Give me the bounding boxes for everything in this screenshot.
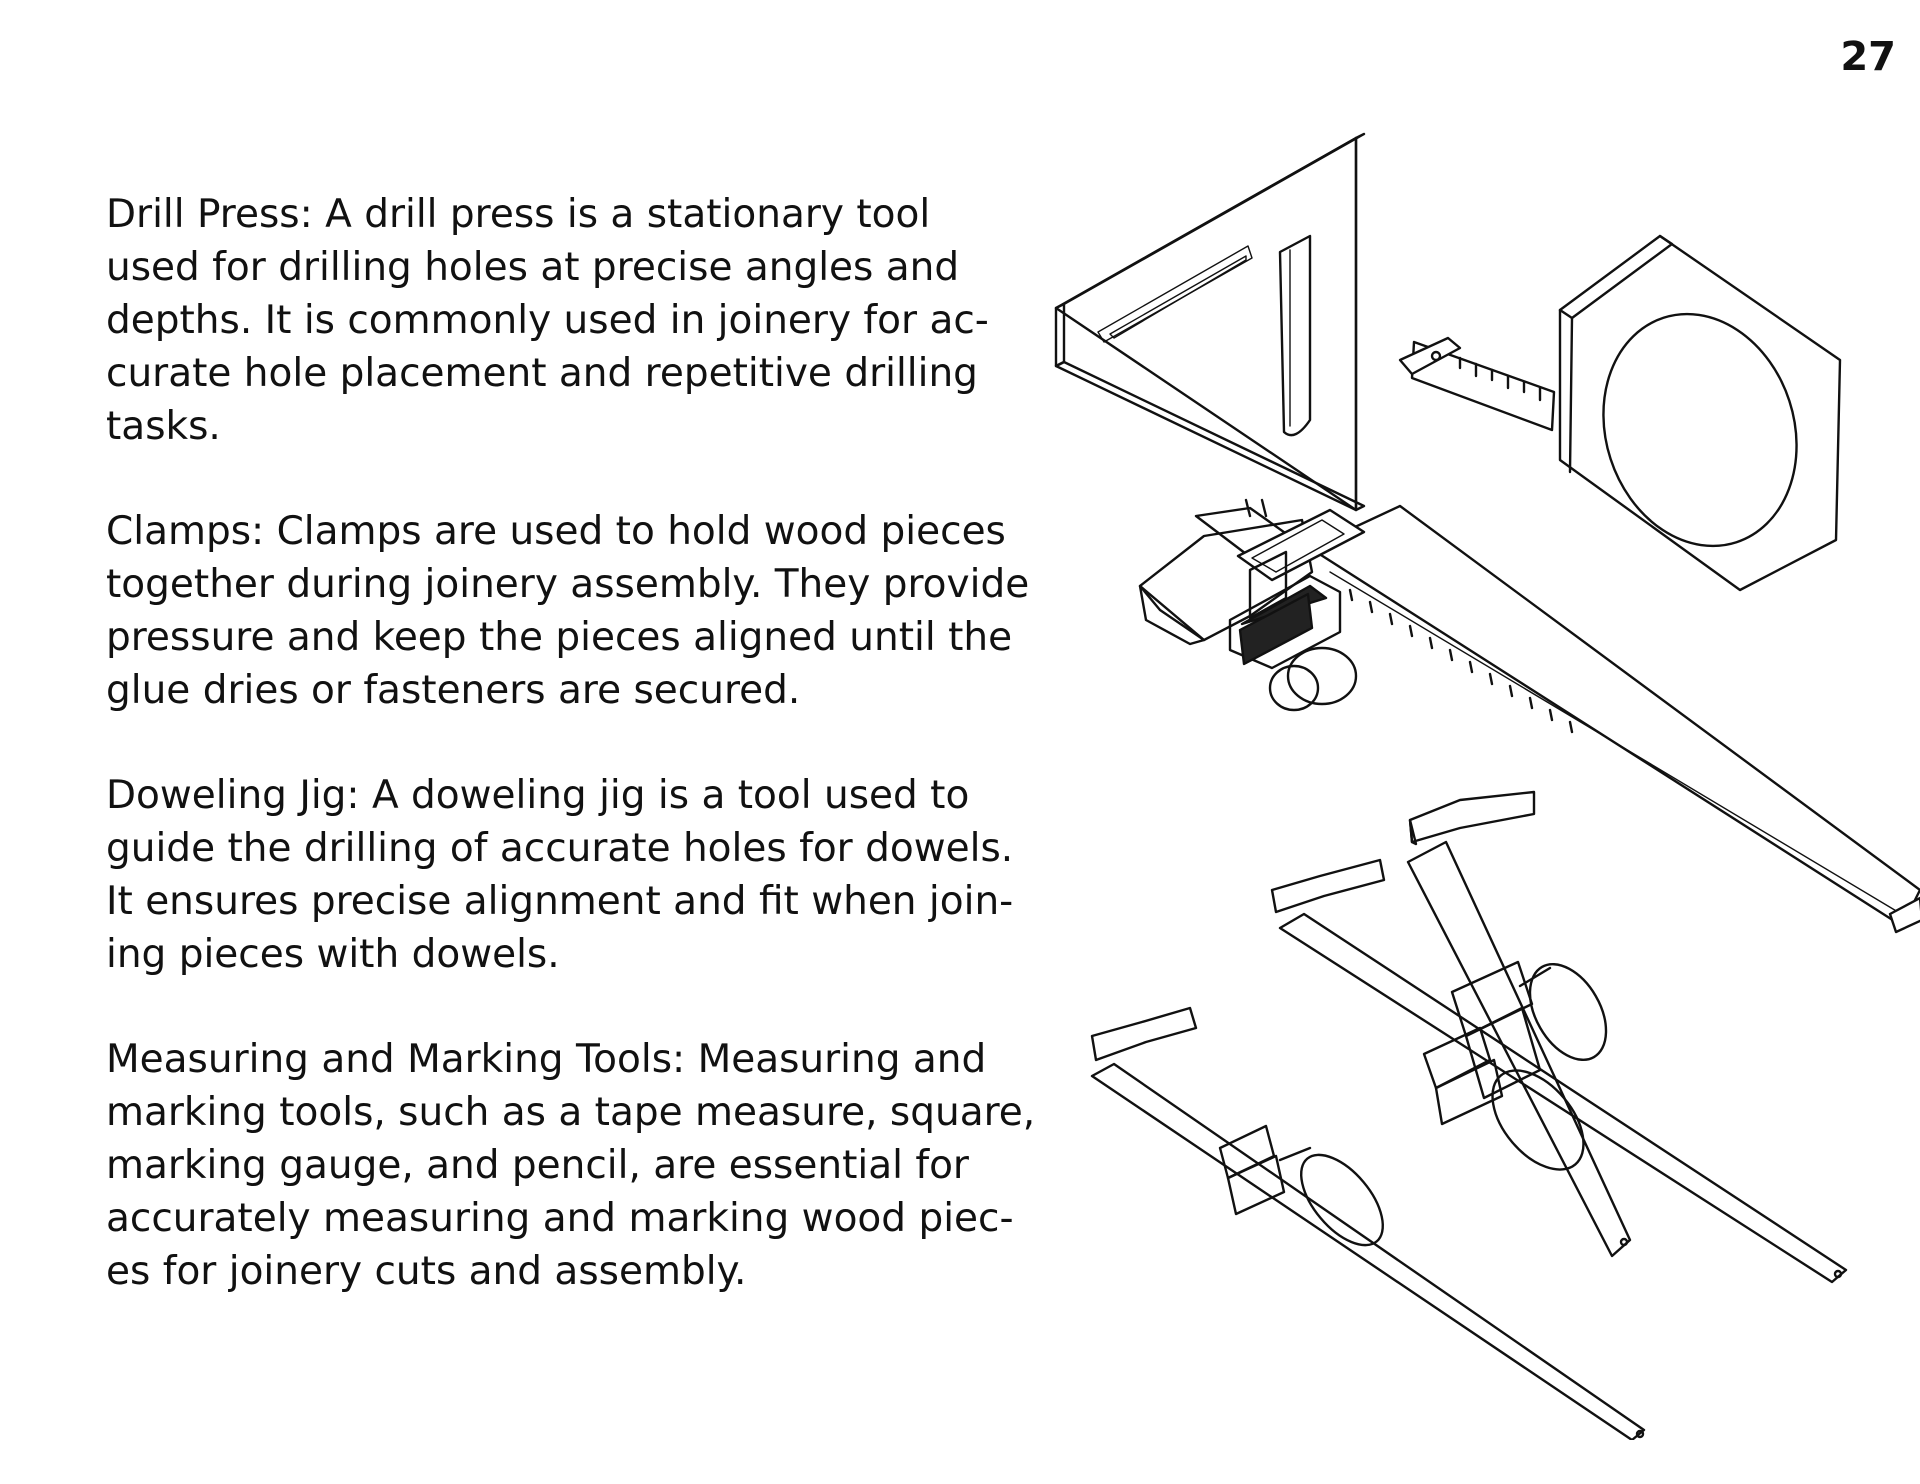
text-line: Measuring and Marking Tools: Measuring and — [106, 1037, 987, 1082]
tools-illustration-svg — [1040, 120, 1920, 1440]
text-line: It ensures precise alignment and fit when join- — [106, 879, 1014, 924]
text-line: together during joinery assembly. They provide — [106, 562, 1030, 607]
text-line: guide the drilling of accurate holes for dowels. — [106, 826, 1014, 871]
caliper-icon — [1140, 500, 1920, 932]
body-text — [106, 188, 1046, 1350]
text-line: Clamps: Clamps are used to hold wood pieces — [106, 509, 1006, 554]
tape-measure-icon — [1400, 236, 1840, 590]
paragraph-doweling-jig — [106, 769, 1046, 981]
text-line: depths. It is commonly used in joinery for ac- — [106, 298, 989, 343]
tools-illustration — [1040, 120, 1920, 1440]
text-line: marking gauge, and pencil, are essential for — [106, 1143, 969, 1188]
text-line: accurately measuring and marking wood piec- — [106, 1196, 1014, 1241]
text-line: pressure and keep the pieces aligned until the — [106, 615, 1013, 660]
page-number: 27 — [1840, 34, 1896, 80]
text-line: tasks. — [106, 404, 221, 449]
text-line: used for drilling holes at precise angles and — [106, 245, 960, 290]
text-line: marking tools, such as a tape measure, square, — [106, 1090, 1036, 1135]
text-line: curate hole placement and repetitive drilling — [106, 351, 978, 396]
text-line: es for joinery cuts and assembly. — [106, 1249, 747, 1294]
paragraph-drill-press — [106, 188, 1046, 453]
paragraph-clamps — [106, 505, 1046, 717]
paragraph-measuring-marking — [106, 1033, 1046, 1298]
bar-clamp-icon — [1092, 792, 1846, 1440]
text-line: glue dries or fasteners are secured. — [106, 668, 801, 713]
text-line: Drill Press: A drill press is a stationary tool — [106, 192, 931, 237]
text-line: ing pieces with dowels. — [106, 932, 560, 977]
speed-square-icon — [1056, 134, 1364, 510]
text-line: Doweling Jig: A doweling jig is a tool used to — [106, 773, 970, 818]
